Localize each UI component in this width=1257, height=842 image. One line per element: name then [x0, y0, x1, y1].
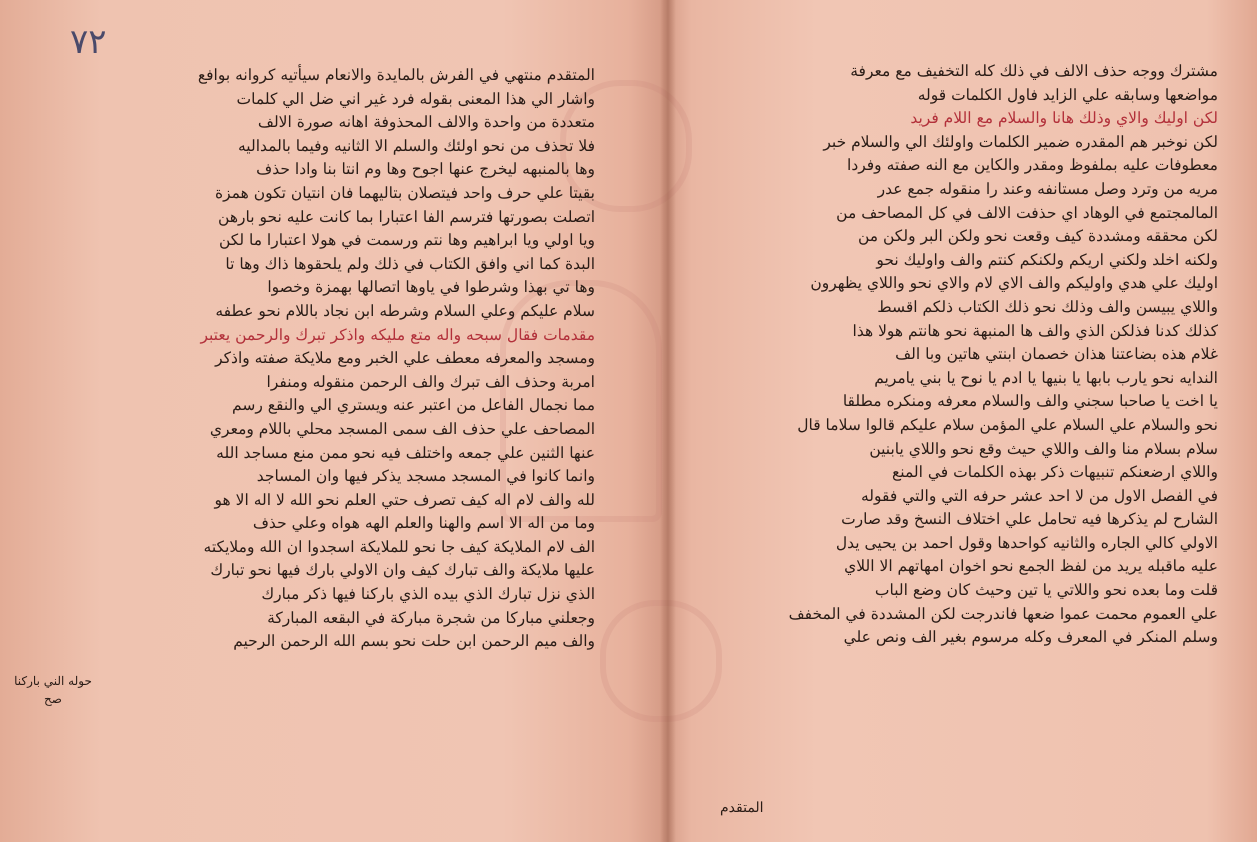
text-line: نحو والسلام علي السلام علي المؤمن سلام عليكم قالوا سلاما قال — [797, 415, 1218, 434]
text-line: عليها ملايكة والف تبارك كيف وان الاولي بارك فيها نحو تبارك — [210, 561, 595, 580]
text-line: مشترك ووجه حذف الالف في ذلك كله التخفيف مع معرفة — [850, 62, 1218, 80]
text-line: اتصلت بصورتها فترسم الفا اعتبارا بما كانت عليه نحو بارهن — [218, 207, 595, 226]
text-line: يا اخت يا صاحبا سجني والف والسلام معرفه ومنكره مطلقا — [842, 392, 1218, 411]
text-line: واللاي ارضعنكم تنبيهات ذكر بهذه الكلمات في المنع — [892, 463, 1218, 482]
text-line: عنها الثنين علي جمعه واختلف فيه نحو ممن منع مساجد الله — [216, 443, 595, 462]
marginal-note-line: صح — [44, 692, 62, 706]
text-line: واشار الي هذا المعنى بقوله فرد غير اني ضل الي كلمات — [236, 89, 595, 108]
text-line: في الفصل الاول من لا احد عشر حرفه التي والتي فقوله — [860, 486, 1218, 505]
marginal-note-line: حوله الني باركنا — [14, 674, 92, 688]
text-line: ومسجد والمعرفه معطف علي الخبر ومع ملايكة صفته واذكر — [215, 349, 595, 368]
text-line: مقدمات فقال سبحه واله متع مليكه واذكر تبرك والرحمن يعتبر — [200, 325, 595, 344]
text-line: لله والف لام اله كيف تصرف حتي العلم نحو الله لا اله الا هو — [214, 490, 595, 509]
text-line: سلام عليكم وعلي السلام وشرطه ابن نجاد باللام نحو عطفه — [215, 301, 595, 320]
text-line: الذي نزل تبارك الذي بيده الذي باركنا فيها ذكر مبارك — [261, 585, 595, 604]
text-line: علي العموم محمت عموا ضعها فاندرجت لكن المشددة في المخفف — [788, 604, 1218, 623]
text-line: قلت وما بعده نحو واللاتي يا تين وحيث كان وضع الباب — [874, 581, 1218, 600]
text-line: فلا تحذف من نحو اولئك والسلم الا الثانيه وفيما بالمداليه — [238, 136, 595, 155]
text-line: كذلك كدنا فذلكن الذي والف ها المنبهة نحو هانتم هولا هذا — [852, 321, 1218, 340]
text-line: الشارح لم يذكرها فيه تحامل علي اختلاف النسخ وقد صارت — [841, 510, 1218, 529]
text-line: وانما كانوا في المسجد مسجد يذكر فيها وان المساجد — [256, 467, 595, 486]
text-line: المصاحف علي حذف الف سمى المسجد محلي باللام ومعري — [209, 419, 595, 438]
text-line: مما نجمال الفاعل من اعتبر عنه ويستري الي والنقع رسم — [232, 396, 595, 415]
text-line: المالمجتمع في الوهاد اي حذفت الالف في كل المصاحف من — [836, 203, 1218, 222]
text-line: المتقدم منتهي في الفرش بالمايدة والانعام سيأتيه كروانه بوافع — [197, 66, 595, 84]
text-line: غلام هذه بضاعتنا هذان خصمان ابنتي هاتين وبا الف — [895, 345, 1218, 364]
text-line: مريه من وترد وصل مستانفه وعند را منقوله جمع عدر — [877, 179, 1218, 198]
text-line: امربة وحذف الف تبرك والف الرحمن منقوله ومنفرا — [266, 372, 595, 391]
text-line: مواضعها وسابقه علي الزايد فاول الكلمات قوله — [917, 85, 1218, 104]
text-line: بقيتا علي حرف واحد فيتصلان بتاليهما فان انتيان تكون همزة — [214, 183, 595, 202]
text-line: عليه ماقبله يريد من لفظ الجمع نحو اخوان امهاتهم الا اللاي — [844, 557, 1218, 576]
text-line: البدة كما اني وافق الكتاب في ذلك ولم يلحقوها ذاك وها تا — [225, 254, 595, 273]
text-line: ويا اولي ويا ابراهيم وها نتم ورسمت في هولا اعتبارا ما لكن — [218, 231, 595, 250]
text-line: وما من اله الا اسم والهنا والعلم الهه هواه وعلي حذف — [252, 514, 595, 533]
text-line: الندايه نحو يارب بابها يا بنيها يا ادم يا نوح يا بني يامريم — [874, 368, 1218, 387]
marginal-note — [8, 672, 98, 708]
text-line: متعددة من واحدة والالف المحذوفة اهانه صورة الالف — [257, 113, 595, 132]
text-line: وسلم المنكر في المعرف وكله مرسوم بغير الف ونص علي — [843, 628, 1218, 647]
text-line: واللاي يبيسن والف وذلك نحو ذلك الكتاب ذلكم اقسط — [877, 297, 1218, 316]
text-line: اوليك علي هدي واوليكم والف الاي لام والاي نحو واللاي يظهرون — [810, 274, 1218, 293]
text-line: وها بالمنبهه ليخرج عنها اجوح وها وم انتا بنا وادا حذف — [256, 160, 595, 179]
folio-number: ٧٢ — [70, 22, 107, 62]
right-page-text — [718, 60, 1218, 650]
text-line: لكن محققه ومشددة كيف وقعت نحو ولكن البر ولكن من — [857, 227, 1218, 246]
right-page — [668, 0, 1257, 842]
text-line: وها تي بهذا وشرطوا في ياوها اتصالها بهمزة وخصوا — [267, 278, 595, 297]
text-line: الاولي كالي الجاره والثانيه كواحدها وقول احمد بن يحيى يدل — [835, 533, 1218, 552]
text-line: الف لام الملايكة كيف جا نحو للملايكة اسجدوا ان الله وملايكته — [203, 537, 595, 556]
text-line: لكن نوخبر هم المقدره ضمير الكلمات واولئك الي والسلام خبر — [823, 132, 1218, 151]
left-page-text — [155, 64, 595, 654]
catchword: المتقدم — [720, 800, 764, 816]
text-line: وجعلني مباركا من شجرة مباركة في البقعه المباركة — [267, 608, 595, 627]
text-line: ولكنه اخلد ولكني اريكم ولكنكم كنتم والف واوليك نحو — [876, 250, 1218, 269]
text-line: لكن اوليك والاي وذلك هانا والسلام مع اللام فريد — [910, 109, 1218, 128]
text-line: سلام بسلام منا والف واللاي حيث وقع نحو واللاي يابنين — [869, 439, 1218, 458]
text-line: معطوفات عليه بملفوظ ومقدر والكاين مع النه صفته وفردا — [847, 156, 1218, 175]
text-line: والف ميم الرحمن ابن حلت نحو بسم الله الرحمن الرحيم — [233, 632, 595, 651]
